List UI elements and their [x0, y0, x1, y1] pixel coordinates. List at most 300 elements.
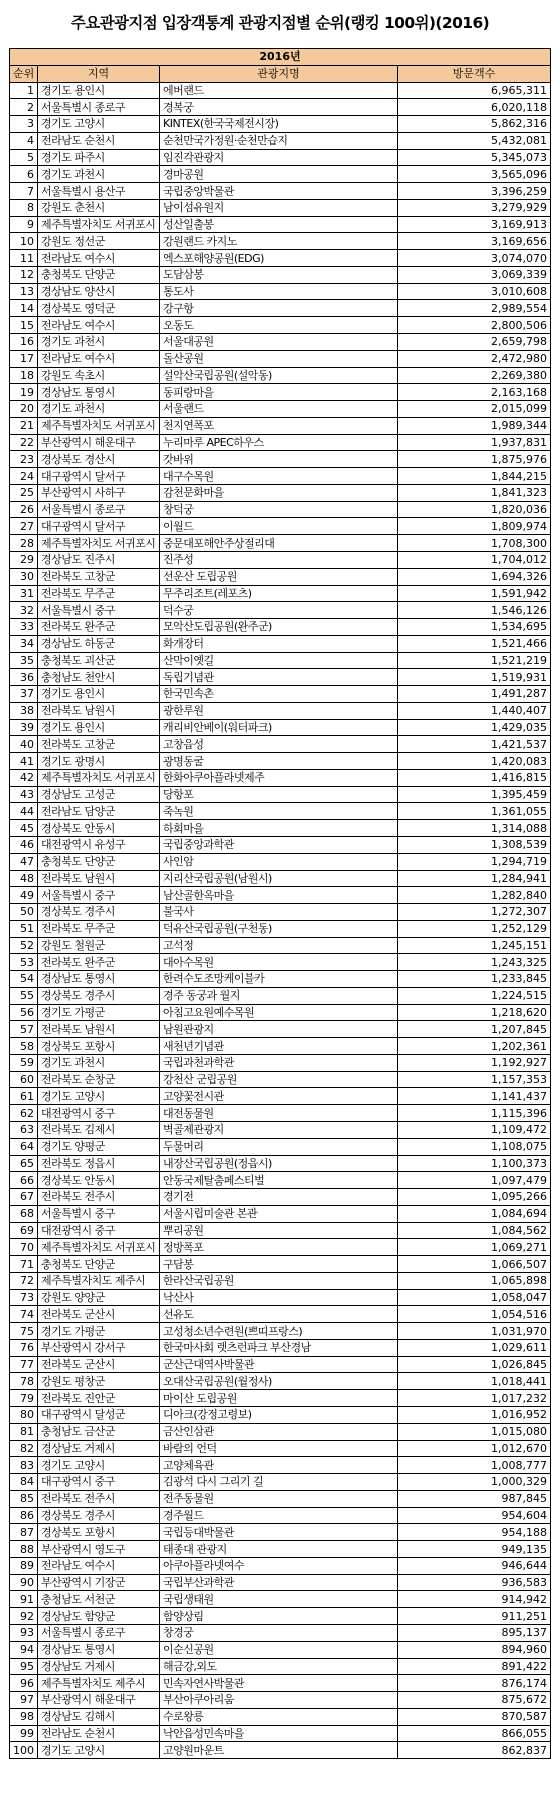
- visitors-cell: 911,251: [398, 1608, 551, 1625]
- rank-cell: 78: [10, 1373, 38, 1390]
- region-cell: 대구광역시 달서구: [38, 518, 160, 535]
- table-row: [10, 1088, 551, 1105]
- attraction-cell: 대아수목원: [160, 954, 398, 971]
- attraction-cell: 모악산도립공원(완주군): [160, 619, 398, 636]
- visitors-cell: 1,546,126: [398, 602, 551, 619]
- attraction-cell: 태종대 관광지: [160, 1541, 398, 1558]
- rank-cell: 77: [10, 1356, 38, 1373]
- table-row: [10, 1071, 551, 1088]
- region-cell: 경상북도 안동시: [38, 1172, 160, 1189]
- attraction-cell: 마이산 도립공원: [160, 1390, 398, 1407]
- attraction-cell: 이월드: [160, 518, 398, 535]
- attraction-cell: 국립과천과학관: [160, 1054, 398, 1071]
- table-row: [10, 1474, 551, 1491]
- attraction-cell: 성산일출봉: [160, 216, 398, 233]
- rank-cell: 35: [10, 652, 38, 669]
- attraction-cell: 통도사: [160, 283, 398, 300]
- table-row: [10, 266, 551, 283]
- rank-cell: 5: [10, 149, 38, 166]
- rank-cell: 68: [10, 1205, 38, 1222]
- table-row: [10, 652, 551, 669]
- visitors-cell: 1,026,845: [398, 1356, 551, 1373]
- rank-cell: 6: [10, 166, 38, 183]
- visitors-cell: 1,521,219: [398, 652, 551, 669]
- year-header-row: [10, 49, 551, 66]
- year-header: 2016년: [10, 49, 551, 66]
- region-cell: 경기도 용인시: [38, 686, 160, 703]
- table-row: [10, 736, 551, 753]
- rank-cell: 52: [10, 937, 38, 954]
- rank-cell: 3: [10, 116, 38, 133]
- region-cell: 강원도 양양군: [38, 1289, 160, 1306]
- visitors-cell: 1,809,974: [398, 518, 551, 535]
- table-row: [10, 468, 551, 485]
- rank-cell: 66: [10, 1172, 38, 1189]
- rank-cell: 63: [10, 1122, 38, 1139]
- table-row: [10, 786, 551, 803]
- visitors-cell: 1,519,931: [398, 669, 551, 686]
- visitors-cell: 2,989,554: [398, 300, 551, 317]
- table-row: [10, 350, 551, 367]
- table-row: [10, 568, 551, 585]
- table-row: [10, 300, 551, 317]
- table-row: [10, 1038, 551, 1055]
- rank-cell: 20: [10, 401, 38, 418]
- rank-cell: 21: [10, 417, 38, 434]
- table-row: [10, 669, 551, 686]
- rank-cell: 99: [10, 1725, 38, 1742]
- visitors-cell: 1,084,562: [398, 1222, 551, 1239]
- rank-cell: 67: [10, 1189, 38, 1206]
- region-cell: 전라남도 순천시: [38, 132, 160, 149]
- table-row: [10, 904, 551, 921]
- table-row: [10, 971, 551, 988]
- rank-cell: 62: [10, 1105, 38, 1122]
- rank-cell: 23: [10, 451, 38, 468]
- attraction-cell: 동피랑마을: [160, 384, 398, 401]
- rank-cell: 58: [10, 1038, 38, 1055]
- region-cell: 대구광역시 달성군: [38, 1407, 160, 1424]
- table-row: [10, 1356, 551, 1373]
- attraction-cell: 한려수도조망케이블카: [160, 971, 398, 988]
- rank-cell: 55: [10, 987, 38, 1004]
- attraction-cell: 국립생태원: [160, 1591, 398, 1608]
- table-row: [10, 820, 551, 837]
- visitors-cell: 895,137: [398, 1624, 551, 1641]
- attraction-cell: 남원관광지: [160, 1021, 398, 1038]
- visitors-cell: 949,135: [398, 1541, 551, 1558]
- rank-cell: 100: [10, 1742, 38, 1759]
- attraction-cell: 창경궁: [160, 1624, 398, 1641]
- visitors-cell: 1,015,080: [398, 1423, 551, 1440]
- region-cell: 전라북도 김제시: [38, 1122, 160, 1139]
- attraction-cell: 아쿠아플라넷여수: [160, 1557, 398, 1574]
- table-row: [10, 1373, 551, 1390]
- attraction-cell: 대전동물원: [160, 1105, 398, 1122]
- attraction-cell: 벽골제관광지: [160, 1122, 398, 1139]
- rank-cell: 13: [10, 283, 38, 300]
- attraction-cell: 민속자연사박물관: [160, 1675, 398, 1692]
- rank-cell: 14: [10, 300, 38, 317]
- attraction-cell: 한국민속촌: [160, 686, 398, 703]
- attraction-cell: 천지연폭포: [160, 417, 398, 434]
- attraction-cell: 한국마사회 렛츠런파크 부산경남: [160, 1339, 398, 1356]
- table-row: [10, 1239, 551, 1256]
- attraction-cell: 전주동물원: [160, 1490, 398, 1507]
- visitors-cell: 2,472,980: [398, 350, 551, 367]
- attraction-cell: 덕수궁: [160, 602, 398, 619]
- attraction-cell: 오대산국립공원(월정사): [160, 1373, 398, 1390]
- region-cell: 경기도 과천시: [38, 401, 160, 418]
- region-cell: 경상남도 통영시: [38, 384, 160, 401]
- region-cell: 경기도 과천시: [38, 1054, 160, 1071]
- rank-cell: 49: [10, 887, 38, 904]
- rank-cell: 8: [10, 199, 38, 216]
- rank-cell: 82: [10, 1440, 38, 1457]
- region-cell: 부산광역시 기장군: [38, 1574, 160, 1591]
- table-row: [10, 1725, 551, 1742]
- rank-cell: 94: [10, 1641, 38, 1658]
- visitors-cell: 1,012,670: [398, 1440, 551, 1457]
- table-row: [10, 283, 551, 300]
- region-cell: 경상남도 양산시: [38, 283, 160, 300]
- table-row: [10, 116, 551, 133]
- visitors-cell: 3,010,608: [398, 283, 551, 300]
- visitors-cell: 1,420,083: [398, 753, 551, 770]
- table-row: [10, 1742, 551, 1759]
- region-cell: 강원도 속초시: [38, 367, 160, 384]
- region-cell: 전라북도 무주군: [38, 920, 160, 937]
- attraction-cell: 광한루원: [160, 702, 398, 719]
- table-row: [10, 1256, 551, 1273]
- attraction-cell: 수로왕릉: [160, 1708, 398, 1725]
- rank-cell: 7: [10, 183, 38, 200]
- table-row: [10, 1222, 551, 1239]
- visitors-cell: 3,069,339: [398, 266, 551, 283]
- visitors-cell: 870,587: [398, 1708, 551, 1725]
- region-cell: 충청북도 단양군: [38, 1256, 160, 1273]
- visitors-cell: 6,965,311: [398, 82, 551, 99]
- rank-cell: 26: [10, 501, 38, 518]
- visitors-cell: 1,115,396: [398, 1105, 551, 1122]
- visitors-cell: 1,416,815: [398, 769, 551, 786]
- region-cell: 대전광역시 유성구: [38, 836, 160, 853]
- rank-cell: 11: [10, 250, 38, 267]
- region-cell: 전라남도 여수시: [38, 250, 160, 267]
- table-row: [10, 954, 551, 971]
- region-cell: 전라북도 남원시: [38, 1021, 160, 1038]
- rank-cell: 33: [10, 619, 38, 636]
- visitors-cell: 1,844,215: [398, 468, 551, 485]
- attraction-cell: 사인암: [160, 853, 398, 870]
- region-cell: 부산광역시 해운대구: [38, 434, 160, 451]
- region-cell: 제주특별자치도 서귀포시: [38, 769, 160, 786]
- table-row: [10, 585, 551, 602]
- rank-cell: 71: [10, 1256, 38, 1273]
- region-cell: 제주특별자치도 서귀포시: [38, 535, 160, 552]
- visitors-cell: 1,224,515: [398, 987, 551, 1004]
- region-cell: 전라북도 무주군: [38, 585, 160, 602]
- attraction-cell: 함양상림: [160, 1608, 398, 1625]
- region-cell: 충청북도 단양군: [38, 853, 160, 870]
- attraction-cell: 죽녹원: [160, 803, 398, 820]
- rank-cell: 28: [10, 535, 38, 552]
- attraction-cell: 경주월드: [160, 1507, 398, 1524]
- attraction-cell: 지리산국립공원(남원시): [160, 870, 398, 887]
- region-cell: 경기도 광명시: [38, 753, 160, 770]
- table-row: [10, 484, 551, 501]
- region-cell: 대전광역시 중구: [38, 1222, 160, 1239]
- attraction-cell: 누리마루 APEC하우스: [160, 434, 398, 451]
- table-row: [10, 1457, 551, 1474]
- visitors-cell: 1,058,047: [398, 1289, 551, 1306]
- rank-cell: 1: [10, 82, 38, 99]
- attraction-cell: 산막이옛길: [160, 652, 398, 669]
- attraction-cell: 아침고요원예수목원: [160, 1004, 398, 1021]
- region-cell: 대구광역시 중구: [38, 1474, 160, 1491]
- visitors-cell: 1,820,036: [398, 501, 551, 518]
- rank-cell: 80: [10, 1407, 38, 1424]
- visitors-cell: 1,272,307: [398, 904, 551, 921]
- region-cell: 서울특별시 중구: [38, 602, 160, 619]
- rank-cell: 85: [10, 1490, 38, 1507]
- visitors-cell: 1,066,507: [398, 1256, 551, 1273]
- visitors-cell: 1,989,344: [398, 417, 551, 434]
- visitors-cell: 1,284,941: [398, 870, 551, 887]
- rank-cell: 27: [10, 518, 38, 535]
- region-cell: 전라남도 담양군: [38, 803, 160, 820]
- region-cell: 부산광역시 강서구: [38, 1339, 160, 1356]
- table-row: [10, 384, 551, 401]
- visitors-cell: 1,000,329: [398, 1474, 551, 1491]
- table-row: [10, 1708, 551, 1725]
- region-cell: 전라북도 남원시: [38, 870, 160, 887]
- attraction-cell: 대구수목원: [160, 468, 398, 485]
- rank-cell: 50: [10, 904, 38, 921]
- region-cell: 전라북도 군산시: [38, 1306, 160, 1323]
- region-cell: 충청남도 천안시: [38, 669, 160, 686]
- rank-cell: 4: [10, 132, 38, 149]
- column-header-rank: 순위: [10, 65, 38, 82]
- visitors-cell: 1,207,845: [398, 1021, 551, 1038]
- attraction-cell: 낙안읍성민속마을: [160, 1725, 398, 1742]
- visitors-cell: 6,020,118: [398, 99, 551, 116]
- table-row: [10, 719, 551, 736]
- visitors-cell: 1,233,845: [398, 971, 551, 988]
- attraction-cell: 서울대공원: [160, 334, 398, 351]
- visitors-cell: 1,841,323: [398, 484, 551, 501]
- rank-cell: 22: [10, 434, 38, 451]
- visitors-cell: 1,109,472: [398, 1122, 551, 1139]
- rank-cell: 60: [10, 1071, 38, 1088]
- attraction-cell: 덕유산국립공원(구천동): [160, 920, 398, 937]
- rank-cell: 36: [10, 669, 38, 686]
- visitors-cell: 866,055: [398, 1725, 551, 1742]
- attraction-cell: 국립중앙박물관: [160, 183, 398, 200]
- table-row: [10, 635, 551, 652]
- attraction-cell: 도담삼봉: [160, 266, 398, 283]
- table-row: [10, 216, 551, 233]
- table-row: [10, 199, 551, 216]
- region-cell: 서울특별시 종로구: [38, 1624, 160, 1641]
- region-cell: 서울특별시 중구: [38, 887, 160, 904]
- page-title: 주요관광지점 입장객통계 관광지점별 순위(랭킹 100위)(2016): [70, 14, 490, 32]
- visitors-cell: 876,174: [398, 1675, 551, 1692]
- region-cell: 강원도 철원군: [38, 937, 160, 954]
- table-row: [10, 1574, 551, 1591]
- attraction-cell: 선유도: [160, 1306, 398, 1323]
- visitors-cell: 1,202,361: [398, 1038, 551, 1055]
- table-row: [10, 987, 551, 1004]
- region-cell: 경기도 가평군: [38, 1004, 160, 1021]
- visitors-cell: 1,095,266: [398, 1189, 551, 1206]
- rank-cell: 34: [10, 635, 38, 652]
- rank-cell: 53: [10, 954, 38, 971]
- table-row: [10, 166, 551, 183]
- table-row: [10, 401, 551, 418]
- region-cell: 서울특별시 용산구: [38, 183, 160, 200]
- region-cell: 경상북도 안동시: [38, 820, 160, 837]
- region-cell: 전라북도 고창군: [38, 736, 160, 753]
- attraction-cell: 바람의 언덕: [160, 1440, 398, 1457]
- table-row: [10, 920, 551, 937]
- attraction-cell: 두물머리: [160, 1138, 398, 1155]
- rank-cell: 40: [10, 736, 38, 753]
- table-row: [10, 602, 551, 619]
- table-row: [10, 1205, 551, 1222]
- table-row: [10, 535, 551, 552]
- region-cell: 경기도 용인시: [38, 82, 160, 99]
- rank-cell: 88: [10, 1541, 38, 1558]
- table-row: [10, 1507, 551, 1524]
- table-row: [10, 1289, 551, 1306]
- attraction-cell: 디아크(강정고령보): [160, 1407, 398, 1424]
- table-row: [10, 769, 551, 786]
- region-cell: 대전광역시 중구: [38, 1105, 160, 1122]
- rank-cell: 46: [10, 836, 38, 853]
- rank-cell: 64: [10, 1138, 38, 1155]
- rank-cell: 65: [10, 1155, 38, 1172]
- table-row: [10, 1490, 551, 1507]
- rank-cell: 43: [10, 786, 38, 803]
- attraction-cell: 내장산국립공원(정읍시): [160, 1155, 398, 1172]
- visitors-cell: 1,065,898: [398, 1272, 551, 1289]
- visitors-cell: 954,604: [398, 1507, 551, 1524]
- attraction-cell: 에버랜드: [160, 82, 398, 99]
- rank-cell: 25: [10, 484, 38, 501]
- visitors-cell: 1,521,466: [398, 635, 551, 652]
- rank-cell: 56: [10, 1004, 38, 1021]
- attraction-cell: 무주리조트(레포츠): [160, 585, 398, 602]
- region-cell: 서울특별시 종로구: [38, 99, 160, 116]
- region-cell: 경기도 과천시: [38, 166, 160, 183]
- visitors-cell: 1,017,232: [398, 1390, 551, 1407]
- region-cell: 경상남도 진주시: [38, 551, 160, 568]
- visitors-cell: 862,837: [398, 1742, 551, 1759]
- region-cell: 경상남도 김해시: [38, 1708, 160, 1725]
- table-row: [10, 1105, 551, 1122]
- visitors-cell: 1,282,840: [398, 887, 551, 904]
- visitors-cell: 1,100,373: [398, 1155, 551, 1172]
- table-row: [10, 1675, 551, 1692]
- rank-cell: 30: [10, 568, 38, 585]
- attraction-cell: 광명동굴: [160, 753, 398, 770]
- attraction-cell: 설악산국립공원(설악동): [160, 367, 398, 384]
- table-row: [10, 82, 551, 99]
- rank-cell: 61: [10, 1088, 38, 1105]
- rank-cell: 86: [10, 1507, 38, 1524]
- table-row: [10, 1155, 551, 1172]
- attraction-cell: 새천년기념관: [160, 1038, 398, 1055]
- table-row: [10, 233, 551, 250]
- rank-cell: 74: [10, 1306, 38, 1323]
- visitors-cell: 2,269,380: [398, 367, 551, 384]
- region-cell: 경상남도 거제시: [38, 1658, 160, 1675]
- visitors-cell: 1,141,437: [398, 1088, 551, 1105]
- region-cell: 전라북도 순창군: [38, 1071, 160, 1088]
- attraction-cell: 경주 동궁과 월지: [160, 987, 398, 1004]
- attraction-cell: 김광석 다시 그리기 길: [160, 1474, 398, 1491]
- rank-cell: 19: [10, 384, 38, 401]
- region-cell: 충청북도 단양군: [38, 266, 160, 283]
- attraction-cell: 국립중앙과학관: [160, 836, 398, 853]
- visitors-cell: 3,169,656: [398, 233, 551, 250]
- rank-cell: 41: [10, 753, 38, 770]
- region-cell: 경상북도 영덕군: [38, 300, 160, 317]
- rank-cell: 72: [10, 1272, 38, 1289]
- table-row: [10, 1641, 551, 1658]
- rank-cell: 93: [10, 1624, 38, 1641]
- visitors-cell: 1,097,479: [398, 1172, 551, 1189]
- region-cell: 전라북도 고창군: [38, 568, 160, 585]
- attraction-cell: 임진각관광지: [160, 149, 398, 166]
- visitors-cell: 3,279,929: [398, 199, 551, 216]
- attraction-cell: 낙산사: [160, 1289, 398, 1306]
- visitors-cell: 1,245,151: [398, 937, 551, 954]
- region-cell: 충청남도 서천군: [38, 1591, 160, 1608]
- region-cell: 경기도 고양시: [38, 1457, 160, 1474]
- region-cell: 충청북도 괴산군: [38, 652, 160, 669]
- visitors-cell: 1,314,088: [398, 820, 551, 837]
- rank-cell: 79: [10, 1390, 38, 1407]
- region-cell: 경상북도 포항시: [38, 1038, 160, 1055]
- rank-cell: 17: [10, 350, 38, 367]
- visitors-cell: 1,294,719: [398, 853, 551, 870]
- region-cell: 경상북도 경주시: [38, 904, 160, 921]
- attraction-cell: 갓바위: [160, 451, 398, 468]
- attraction-cell: 금산인삼관: [160, 1423, 398, 1440]
- attraction-cell: 정방폭포: [160, 1239, 398, 1256]
- table-row: [10, 887, 551, 904]
- region-cell: 경상북도 경주시: [38, 987, 160, 1004]
- attraction-cell: 화개장터: [160, 635, 398, 652]
- table-row: [10, 99, 551, 116]
- rank-cell: 2: [10, 99, 38, 116]
- attraction-cell: 순천만국가정원·순천만습지: [160, 132, 398, 149]
- table-row: [10, 1541, 551, 1558]
- table-row: [10, 1591, 551, 1608]
- visitors-cell: 1,069,271: [398, 1239, 551, 1256]
- visitors-cell: 1,694,326: [398, 568, 551, 585]
- visitors-cell: 1,875,976: [398, 451, 551, 468]
- table-row: [10, 853, 551, 870]
- rank-cell: 37: [10, 686, 38, 703]
- region-cell: 충청남도 금산군: [38, 1423, 160, 1440]
- attraction-cell: 고성청소년수련원(쁘띠프랑스): [160, 1323, 398, 1340]
- attraction-cell: 고양꽃전시관: [160, 1088, 398, 1105]
- visitors-cell: 5,345,073: [398, 149, 551, 166]
- rank-cell: 54: [10, 971, 38, 988]
